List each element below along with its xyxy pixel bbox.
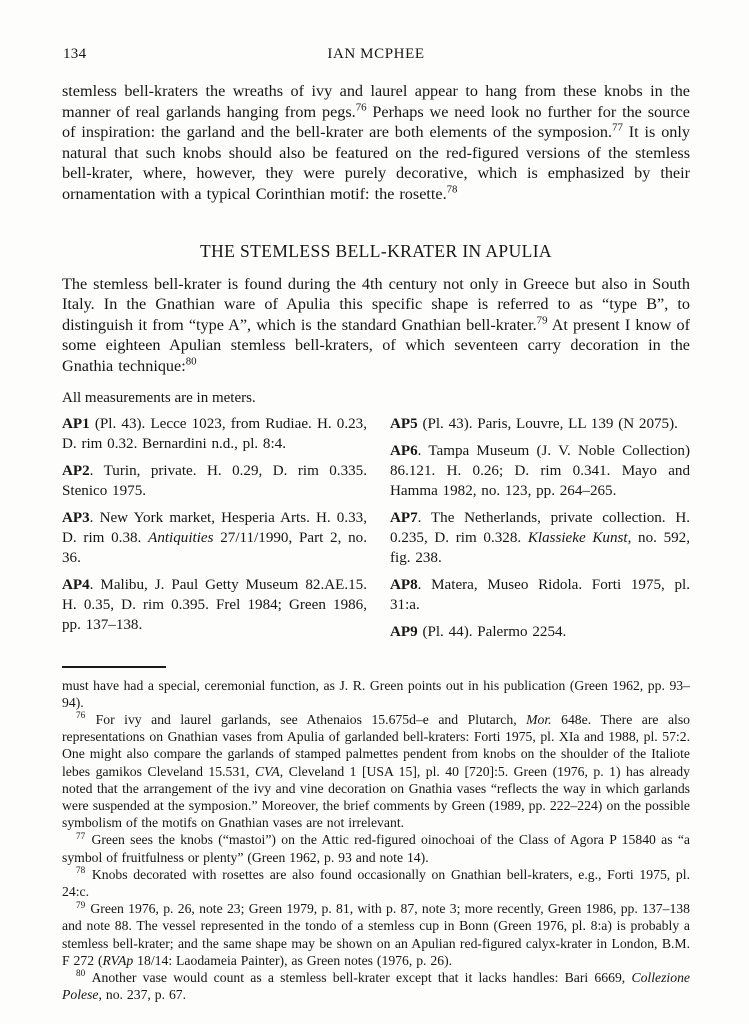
catalog-entry: AP2. Turin, private. H. 0.29, D. rim 0.335. Stenico 1975. — [62, 462, 367, 499]
footnote: $^{76}$ For ivy and laurel garlands, see Athenaios 15.675d–e and Plutarch, Mor. 648e. There are also representations on Gnathian vases from Apulia of garlanded bell-kraters: Forti 1975, pl. XIa and 1988, pl. 57:2. One might also compare the garlands of stamped palmettes pendent from knobs on the shoulder of the Italiote lebes gamikos Cleveland 15.531, CVA, Cleveland 1 [USA 15], pl. 40 [720]:5. Green (1976, p. 1) has already noted that the arrangement of the ivy and vine decoration on Gnathia vases “reflects the way in which garlands were suspended at the symposion.” Moreover, the brief comments by Green (1989, pp. 222–224) on the possible symbolism of the motifs on Gnathian vases are not irrelevant. — [62, 710, 690, 831]
catalog-entry: AP8. Matera, Museo Ridola. Forti 1975, pl. 31:a. — [390, 576, 690, 613]
catalog — [62, 414, 690, 649]
catalog-entry: AP6. Tampa Museum (J. V. Noble Collection) 86.121. H. 0.26; D. rim 0.341. Mayo and Hamma 1982, no. 123, pp. 264–265. — [390, 442, 690, 499]
section-heading: THE STEMLESS BELL-KRATER IN APULIA — [200, 240, 552, 261]
footnote: $^{79}$ Green 1976, p. 26, note 23; Green 1979, p. 81, with p. 87, note 3; more recently, Green 1986, pp. 137–138 and note 88. The vessel represented in the tondo of a stemless cup in Bonn (Green 1976, pl. 8:a) is probably a stemless bell-krater; and the same shape may be shown on an Apulian red-figured calyx-krater in London, B.M. F 272 (RVAp 18/14: Laodameia Painter), as Green notes (1976, p. 26). — [62, 899, 690, 968]
catalog-entry: AP3. New York market, Hesperia Arts. H. 0.33, D. rim 0.38. Antiquities 27/11/1990, Part 2, no. 36. — [62, 509, 367, 566]
catalog-entry: AP9 (Pl. 44). Palermo 2254. — [390, 623, 567, 640]
footnote-continuation: must have had a special, ceremonial function, as J. R. Green points out in his publication (Green 1962, pp. 93–94). — [62, 677, 690, 710]
footnote: $^{77}$ Green sees the knobs (“mastoi”) on the Attic red-figured oinochoai of the Class of Agora P 15840 as “a symbol of fruitfulness or plenty” (Green 1962, p. 93 and note 14). — [62, 830, 690, 865]
measurements-note: All measurements are in meters. — [62, 389, 256, 406]
catalog-entry: AP4. Malibu, J. Paul Getty Museum 82.AE.15. H. 0.35, D. rim 0.395. Frel 1984; Green 1986, pp. 137–138. — [62, 576, 367, 633]
catalog-entry: AP5 (Pl. 43). Paris, Louvre, LL 139 (N 2075). — [390, 415, 678, 432]
footnote-list — [62, 711, 690, 1003]
text-block — [62, 46, 690, 1003]
footnote-number: 77 — [76, 830, 86, 841]
page-number: 134 — [63, 46, 87, 62]
footnote-number: 76 — [76, 710, 86, 721]
catalog-entry-label: AP3 — [62, 509, 90, 526]
footnote-number: 78 — [76, 865, 86, 876]
catalog-entry: AP1 (Pl. 43). Lecce 1023, from Rudiae. H. 0.23, D. rim 0.32. Bernardini n.d., pl. 8:4. — [62, 415, 367, 452]
footnotes — [62, 677, 690, 1004]
catalog-entry-label: AP5 — [390, 415, 418, 432]
catalog-entry-label: AP6 — [390, 442, 418, 459]
catalog-entry-label: AP4 — [62, 576, 90, 593]
catalog-entry-label: AP1 — [62, 415, 90, 432]
section-paragraph: The stemless bell-krater is found during the 4th century not only in Greece but also in South Italy. In the Gnathian ware of Apulia this specific shape is referred to as “type B”, to distinguish it from “type A”, which is the standard Gnathian bell-krater.$^{79}$ At present I know of some eighteen Apulian stemless bell-kraters, of which seventeen carry decoration in the Gnathia technique:$^{80}$ — [62, 274, 690, 375]
footnote-divider — [62, 666, 166, 668]
catalog-entry-label: AP7 — [390, 509, 418, 526]
note-reference: 79 — [536, 314, 548, 327]
catalog-column-right — [390, 414, 690, 649]
note-reference: 77 — [612, 121, 623, 134]
catalog-entry: AP7. The Netherlands, private collection. H. 0.235, D. rim 0.328. Klassieke Kunst, no. 592, fig. 238. — [390, 509, 690, 566]
continuation-paragraph: stemless bell-kraters the wreaths of ivy and laurel appear to hang from these knobs in the manner of real garlands hanging from pegs.$^{76}$ Perhaps we need look no further for the source of inspiration: the garland and the bell-krater are both elements of the symposion.$^{77}$ It is only natural that such knobs should also be featured on the red-figured versions of the stemless bell-krater, where, however, they were purely decorative, which is emphasized by their ornamentation with a typical Corinthian motif: the rosette.$^{78}$ — [62, 82, 690, 203]
footnote-number: 80 — [76, 968, 86, 979]
catalog-entry-label: AP9 — [390, 623, 418, 640]
footnote: $^{80}$ Another vase would count as a stemless bell-krater except that it lacks handles: Bari 6669, Collezione Polese, no. 237, p. 67. — [62, 968, 690, 1003]
running-head-author: IAN MCPHEE — [327, 46, 425, 62]
footnote-number: 79 — [76, 899, 86, 910]
catalog-entry-label: AP8 — [390, 576, 418, 593]
note-reference: 76 — [355, 101, 367, 114]
running-header — [62, 46, 690, 66]
catalog-column-left — [62, 414, 367, 649]
note-reference: 78 — [446, 183, 458, 196]
footnote: $^{78}$ Knobs decorated with rosettes are also found occasionally on Gnathian bell-kraters, e.g., Forti 1975, pl. 24:c. — [62, 865, 690, 899]
catalog-entry-label: AP2 — [62, 462, 90, 479]
note-reference: 80 — [185, 355, 197, 368]
